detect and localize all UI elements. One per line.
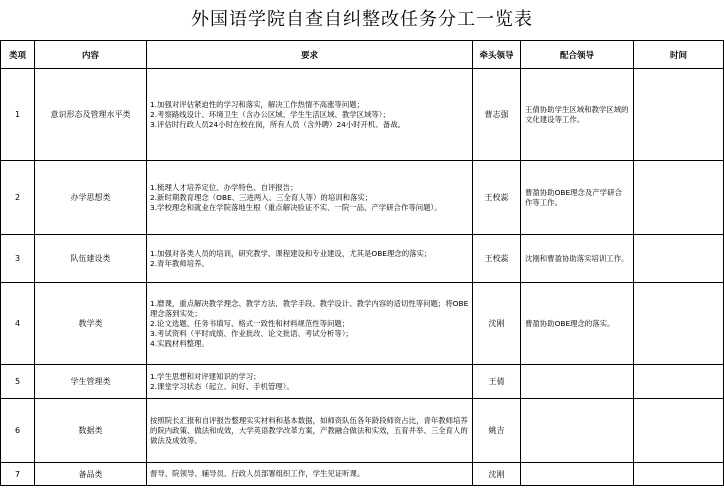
table-row xyxy=(1,161,724,235)
cell-time[interactable] xyxy=(634,283,724,365)
cell-coop[interactable] xyxy=(521,365,634,399)
cell-category[interactable]: 1 xyxy=(1,69,35,161)
requirement-line: 1.磨课，重点解决教学理念、教学方法、教学手段、教学设计、教学内容的适切性等问题；将OBE理念落到实处； xyxy=(150,298,469,318)
requirement-line: 4.实践材料整理。 xyxy=(150,338,209,348)
requirement-line: 1.加强对各类人员的培训，研究教学、课程建设和专业建设，尤其是OBE理念的落实； xyxy=(150,248,432,258)
requirement-line: 1.加强对评估紧迫性的学习和落实，解决工作热情不高涨等问题； xyxy=(150,99,364,109)
cell-category[interactable]: 2 xyxy=(1,161,35,235)
cell-coop[interactable]: 曹盈协助OBE理念的落实。 xyxy=(521,283,634,365)
cell-coop[interactable]: 曹盈协助OBE理念及产学研合作等工作。 xyxy=(521,161,634,235)
cell-content[interactable]: 意识形态及管理水平类 xyxy=(35,69,147,161)
cell-content[interactable]: 学生管理类 xyxy=(35,365,147,399)
header-category[interactable]: 类项 xyxy=(1,41,35,69)
cell-lead[interactable]: 姚吉 xyxy=(473,399,521,463)
cell-category[interactable]: 4 xyxy=(1,283,35,365)
cell-coop[interactable] xyxy=(521,463,634,486)
requirement-line: 1.梳理人才培养定位、办学特色、自评报告； xyxy=(150,182,298,192)
table-row xyxy=(1,399,724,463)
cell-coop[interactable] xyxy=(521,399,634,463)
requirement-line: 督导、院领导、辅导员、行政人员部署组织工作，学生见证听课。 xyxy=(150,469,365,478)
table-row xyxy=(1,365,724,399)
cell-content[interactable]: 队伍建设类 xyxy=(35,235,147,283)
requirement-line: 2.论文选题、任务书填写、格式一致性和材料规范性等问题； xyxy=(150,318,350,328)
cell-time[interactable] xyxy=(634,235,724,283)
header-time[interactable]: 时间 xyxy=(634,41,724,69)
cell-content[interactable]: 数据类 xyxy=(35,399,147,463)
cell-requirement[interactable] xyxy=(147,463,473,486)
cell-coop[interactable]: 王倩协助学生区域和教学区域的文化建设等工作。 xyxy=(521,69,634,161)
table-row xyxy=(1,283,724,365)
cell-time[interactable] xyxy=(634,399,724,463)
cell-content[interactable]: 教学类 xyxy=(35,283,147,365)
header-content[interactable]: 内容 xyxy=(35,41,147,69)
cell-lead[interactable]: 曹志强 xyxy=(473,69,521,161)
cell-time[interactable] xyxy=(634,463,724,486)
page-title: 外国语学院自查自纠整改任务分工一览表 xyxy=(191,9,533,30)
cell-lead[interactable]: 王校蕊 xyxy=(473,161,521,235)
cell-lead[interactable]: 王倩 xyxy=(473,365,521,399)
table-row xyxy=(1,463,724,486)
requirement-line: 2.课堂学习状态（起立、问好、手机管理）。 xyxy=(150,381,294,391)
requirement-line: 3.考试资料（平时成绩、作业批改、论文批语、考试分析等）； xyxy=(150,328,353,338)
cell-lead[interactable]: 沈刚 xyxy=(473,283,521,365)
requirement-line: 2.新时期教育理念（OBE、三进两入、三全育人等）的培训和落实； xyxy=(150,192,373,202)
header-lead[interactable]: 牵头领导 xyxy=(473,41,521,69)
cell-category[interactable]: 5 xyxy=(1,365,35,399)
cell-content[interactable]: 备品类 xyxy=(35,463,147,486)
cell-requirement[interactable] xyxy=(147,399,473,463)
cell-coop[interactable]: 沈刚和曹盈协助落实培训工作。 xyxy=(521,235,634,283)
table-row xyxy=(1,69,724,161)
requirement-line: 2.青年教师培养。 xyxy=(150,258,209,268)
cell-time[interactable] xyxy=(634,69,724,161)
requirement-line: 按照院长汇报和自评报告整理实实材料和基本数据，如师资队伍各年龄段师资占比，青年教师培养的院内政策、做法和成效，大学英语教学改革方案，产教融合做法和实效，五育并举、三全育人的做法及成效等。 xyxy=(150,415,468,445)
requirement-line: 3.学校理念和就业在学院落地生根（重点解决验证不实、一院一品、产学研合作等问题）。 xyxy=(150,202,442,212)
header-row xyxy=(1,41,724,69)
table-row xyxy=(1,235,724,283)
cell-requirement[interactable] xyxy=(147,283,473,365)
cell-time[interactable] xyxy=(634,161,724,235)
table-body xyxy=(1,69,724,486)
cell-content[interactable]: 办学思想类 xyxy=(35,161,147,235)
cell-requirement[interactable] xyxy=(147,235,473,283)
requirement-line: 1.学生思想和对评建知识的学习； xyxy=(150,371,261,381)
cell-lead[interactable]: 王校蕊 xyxy=(473,235,521,283)
task-table xyxy=(0,40,724,486)
cell-category[interactable]: 3 xyxy=(1,235,35,283)
header-coop[interactable]: 配合领导 xyxy=(521,41,634,69)
requirement-line: 3.评估时行政人员24小时在校在岗，所有人员（含外聘）24小时开机、备战。 xyxy=(150,119,405,129)
cell-requirement[interactable] xyxy=(147,161,473,235)
requirement-line: 2.考察路线设计、环境卫生（含办公区域、学生生活区域、教学区域等）； xyxy=(150,109,390,119)
cell-requirement[interactable] xyxy=(147,365,473,399)
cell-requirement[interactable] xyxy=(147,69,473,161)
header-requirement[interactable]: 要求 xyxy=(147,41,473,69)
cell-lead[interactable]: 沈刚 xyxy=(473,463,521,486)
cell-category[interactable]: 6 xyxy=(1,399,35,463)
cell-category[interactable]: 7 xyxy=(1,463,35,486)
cell-time[interactable] xyxy=(634,365,724,399)
